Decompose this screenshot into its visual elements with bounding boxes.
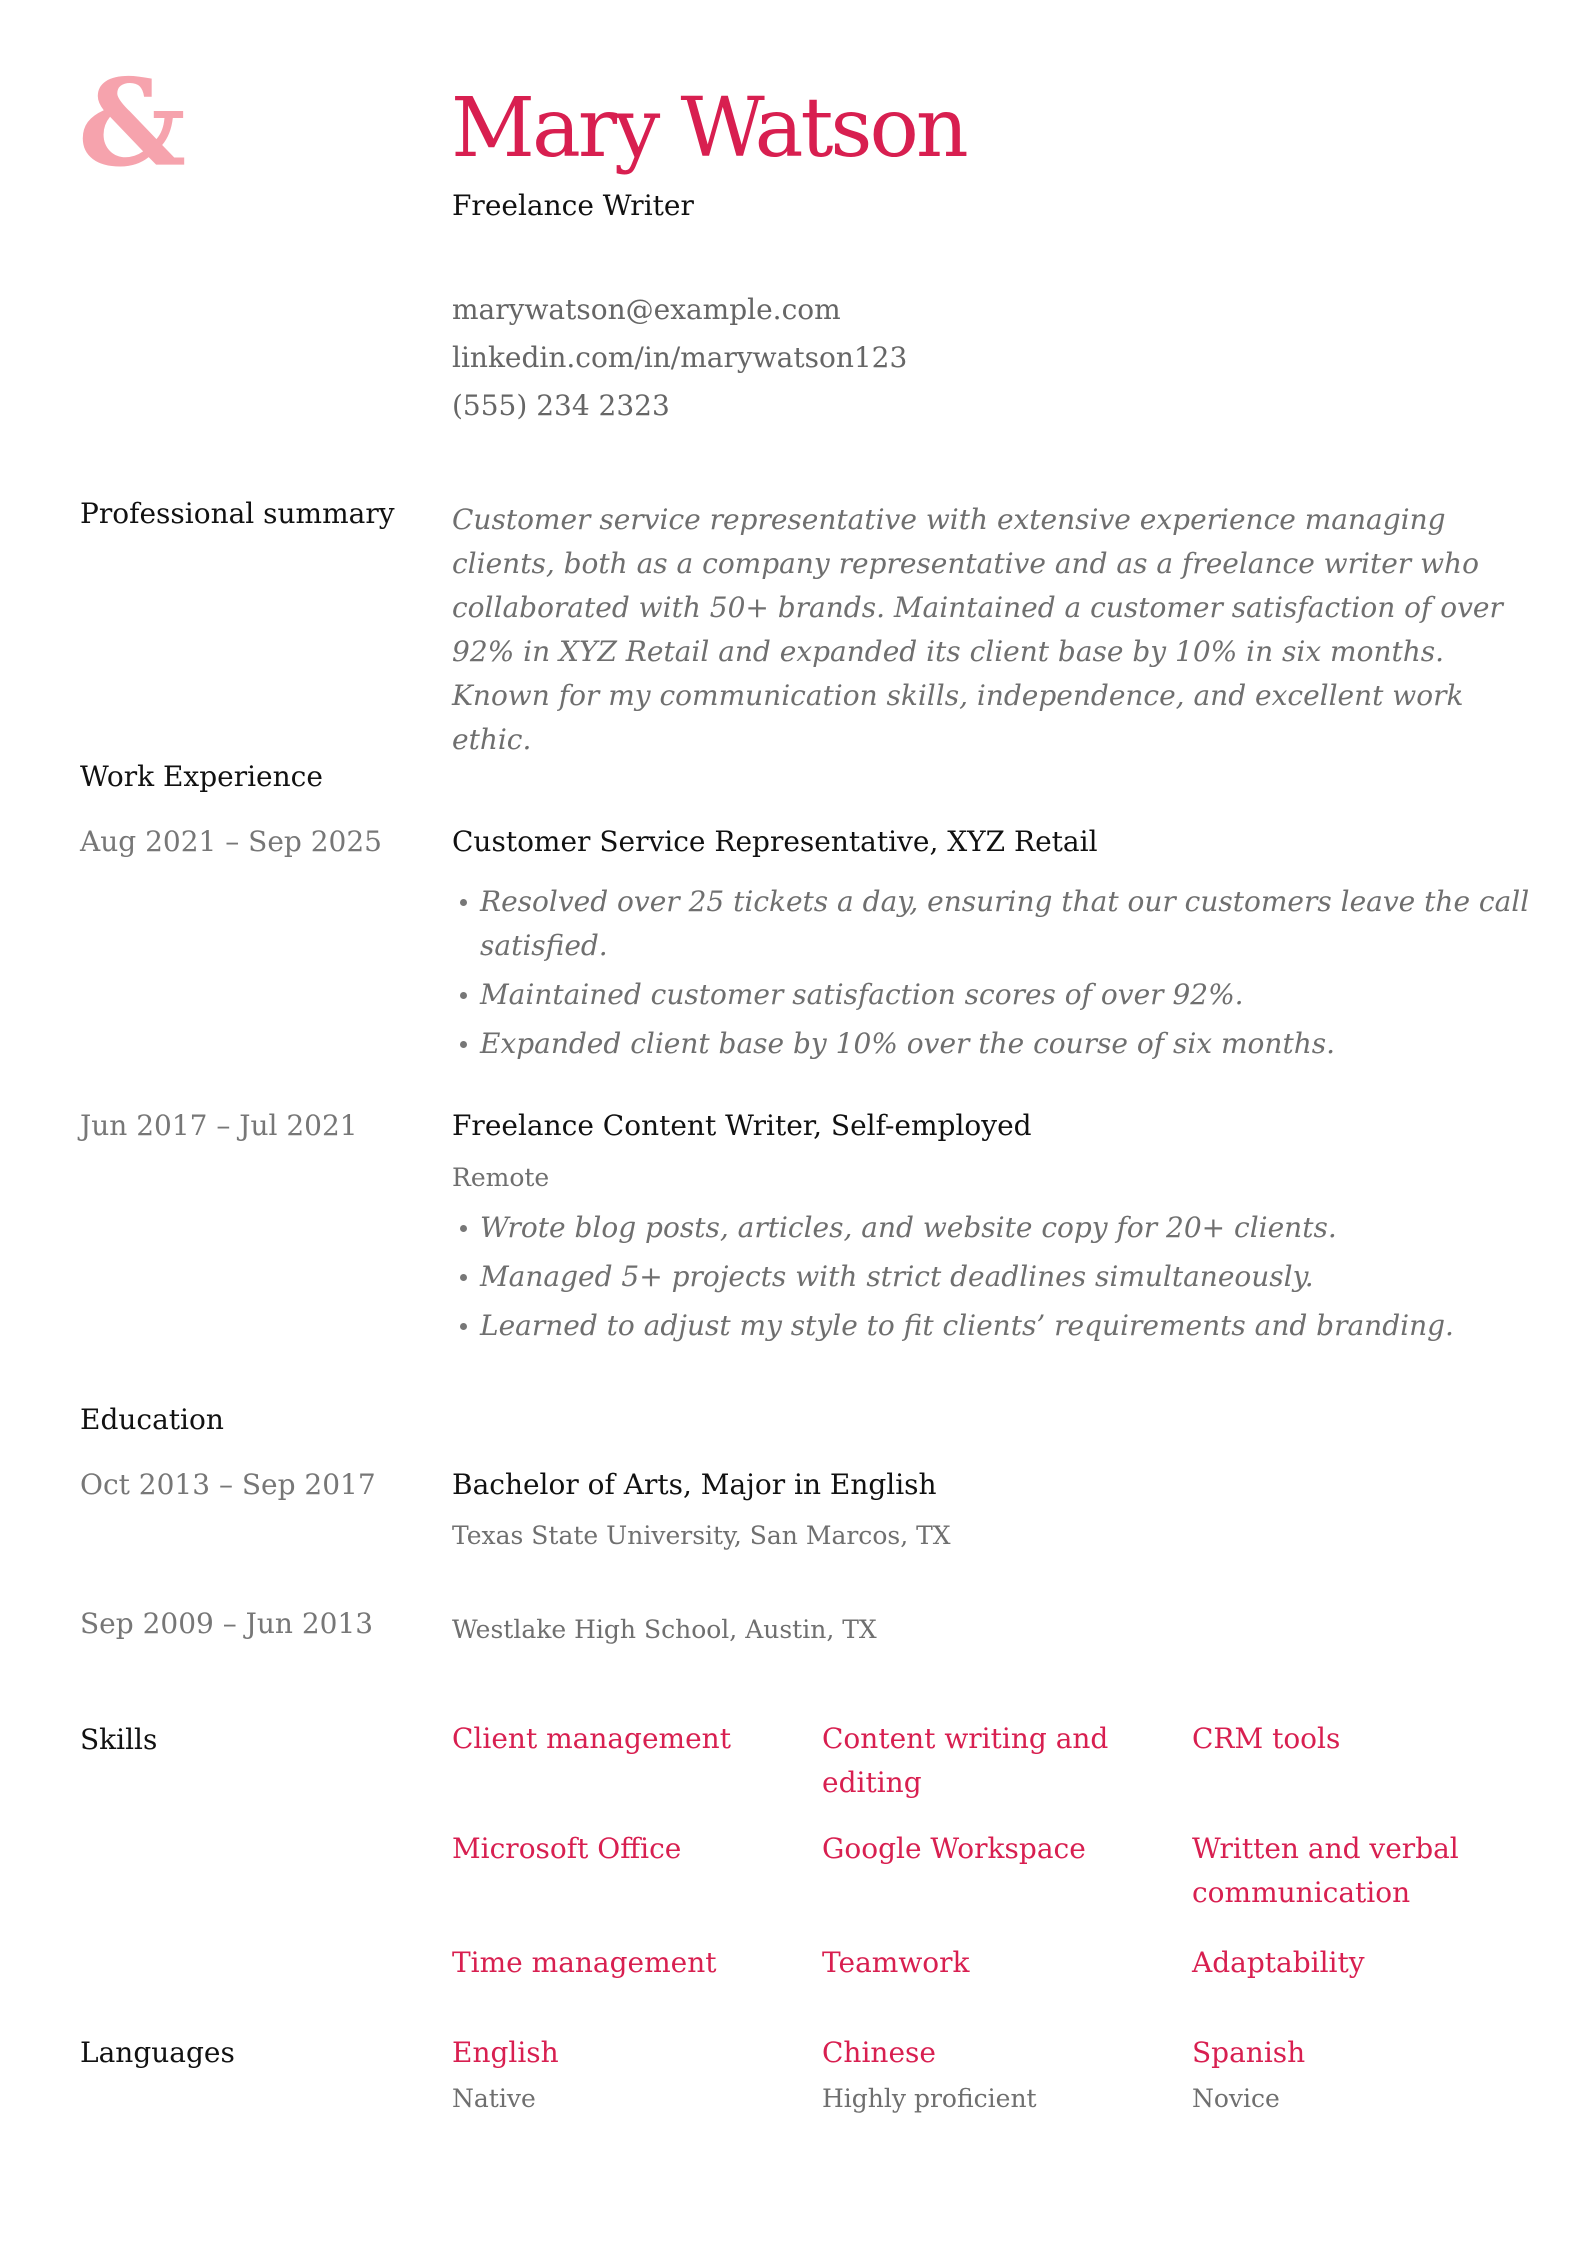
job-bullet: Maintained customer satisfaction scores of over 92%. [480,973,1560,1017]
job-role: Customer Service Representative, XYZ Retail [452,825,1098,858]
skill-item: Microsoft Office [452,1832,682,1865]
candidate-name: Mary Watson [451,81,966,176]
job-location: Remote [452,1163,550,1192]
contact-email[interactable]: marywatson@example.com [452,293,841,326]
job-bullet: Expanded client base by 10% over the course of six months. [480,1022,1560,1066]
candidate-title: Freelance Writer [452,189,694,222]
skill-item: Content writing and editing [822,1722,1109,1799]
job-bullet: Learned to adjust my style to fit clients’ requirements and branding. [480,1304,1560,1348]
ampersand-logo: & [78,53,187,194]
skill-item: Adaptability [1192,1946,1365,1979]
skill-item: Client management [452,1722,731,1755]
skill-item: Teamwork [822,1946,970,1979]
job-bullet: Managed 5+ projects with strict deadlines simultaneously. [480,1255,1560,1299]
language-level: Highly proficient [822,2084,1037,2113]
language-name: Spanish [1192,2036,1306,2069]
job-bullets [452,1206,1560,1353]
language-level: Native [452,2084,536,2113]
education-degree: Bachelor of Arts, Major in English [452,1468,937,1501]
summary-heading: Professional summary [80,497,395,530]
education-dates: Sep 2009 – Jun 2013 [80,1607,374,1640]
skill-item: Written and verbal communication [1192,1832,1459,1909]
experience-heading: Work Experience [80,760,323,793]
summary-text: Customer service representative with extensive experience managing clients, both as a company representative and as a freelance writer who collaborated with 50+ brands. Maintained a customer satisfaction of over 92% in XYZ Retail and expanded its client base by 10% in six months. Known for my communication skills, independence, and excellent work ethic. [452,503,1503,756]
language-level: Novice [1192,2084,1280,2113]
job-bullet: Wrote blog posts, articles, and website copy for 20+ clients. [480,1206,1560,1250]
contact-phone: (555) 234 2323 [452,389,670,422]
skill-item: Time management [452,1946,717,1979]
language-name: Chinese [822,2036,936,2069]
skill-item: Google Workspace [822,1832,1086,1865]
job-dates: Aug 2021 – Sep 2025 [80,825,382,858]
education-school: Texas State University, San Marcos, TX [452,1521,951,1550]
skills-heading: Skills [80,1723,158,1756]
languages-heading: Languages [80,2036,235,2069]
job-dates: Jun 2017 – Jul 2021 [80,1109,358,1142]
contact-block [452,286,907,430]
job-bullet: Resolved over 25 tickets a day, ensuring that our customers leave the call satisfied. [480,880,1560,968]
education-dates: Oct 2013 – Sep 2017 [80,1468,376,1501]
education-heading: Education [80,1403,224,1436]
job-bullets [452,880,1560,1071]
job-role: Freelance Content Writer, Self-employed [452,1109,1032,1142]
education-school: Westlake High School, Austin, TX [452,1615,877,1644]
contact-linkedin[interactable]: linkedin.com/in/marywatson123 [452,341,908,374]
skill-item: CRM tools [1192,1722,1341,1755]
language-name: English [452,2036,559,2069]
